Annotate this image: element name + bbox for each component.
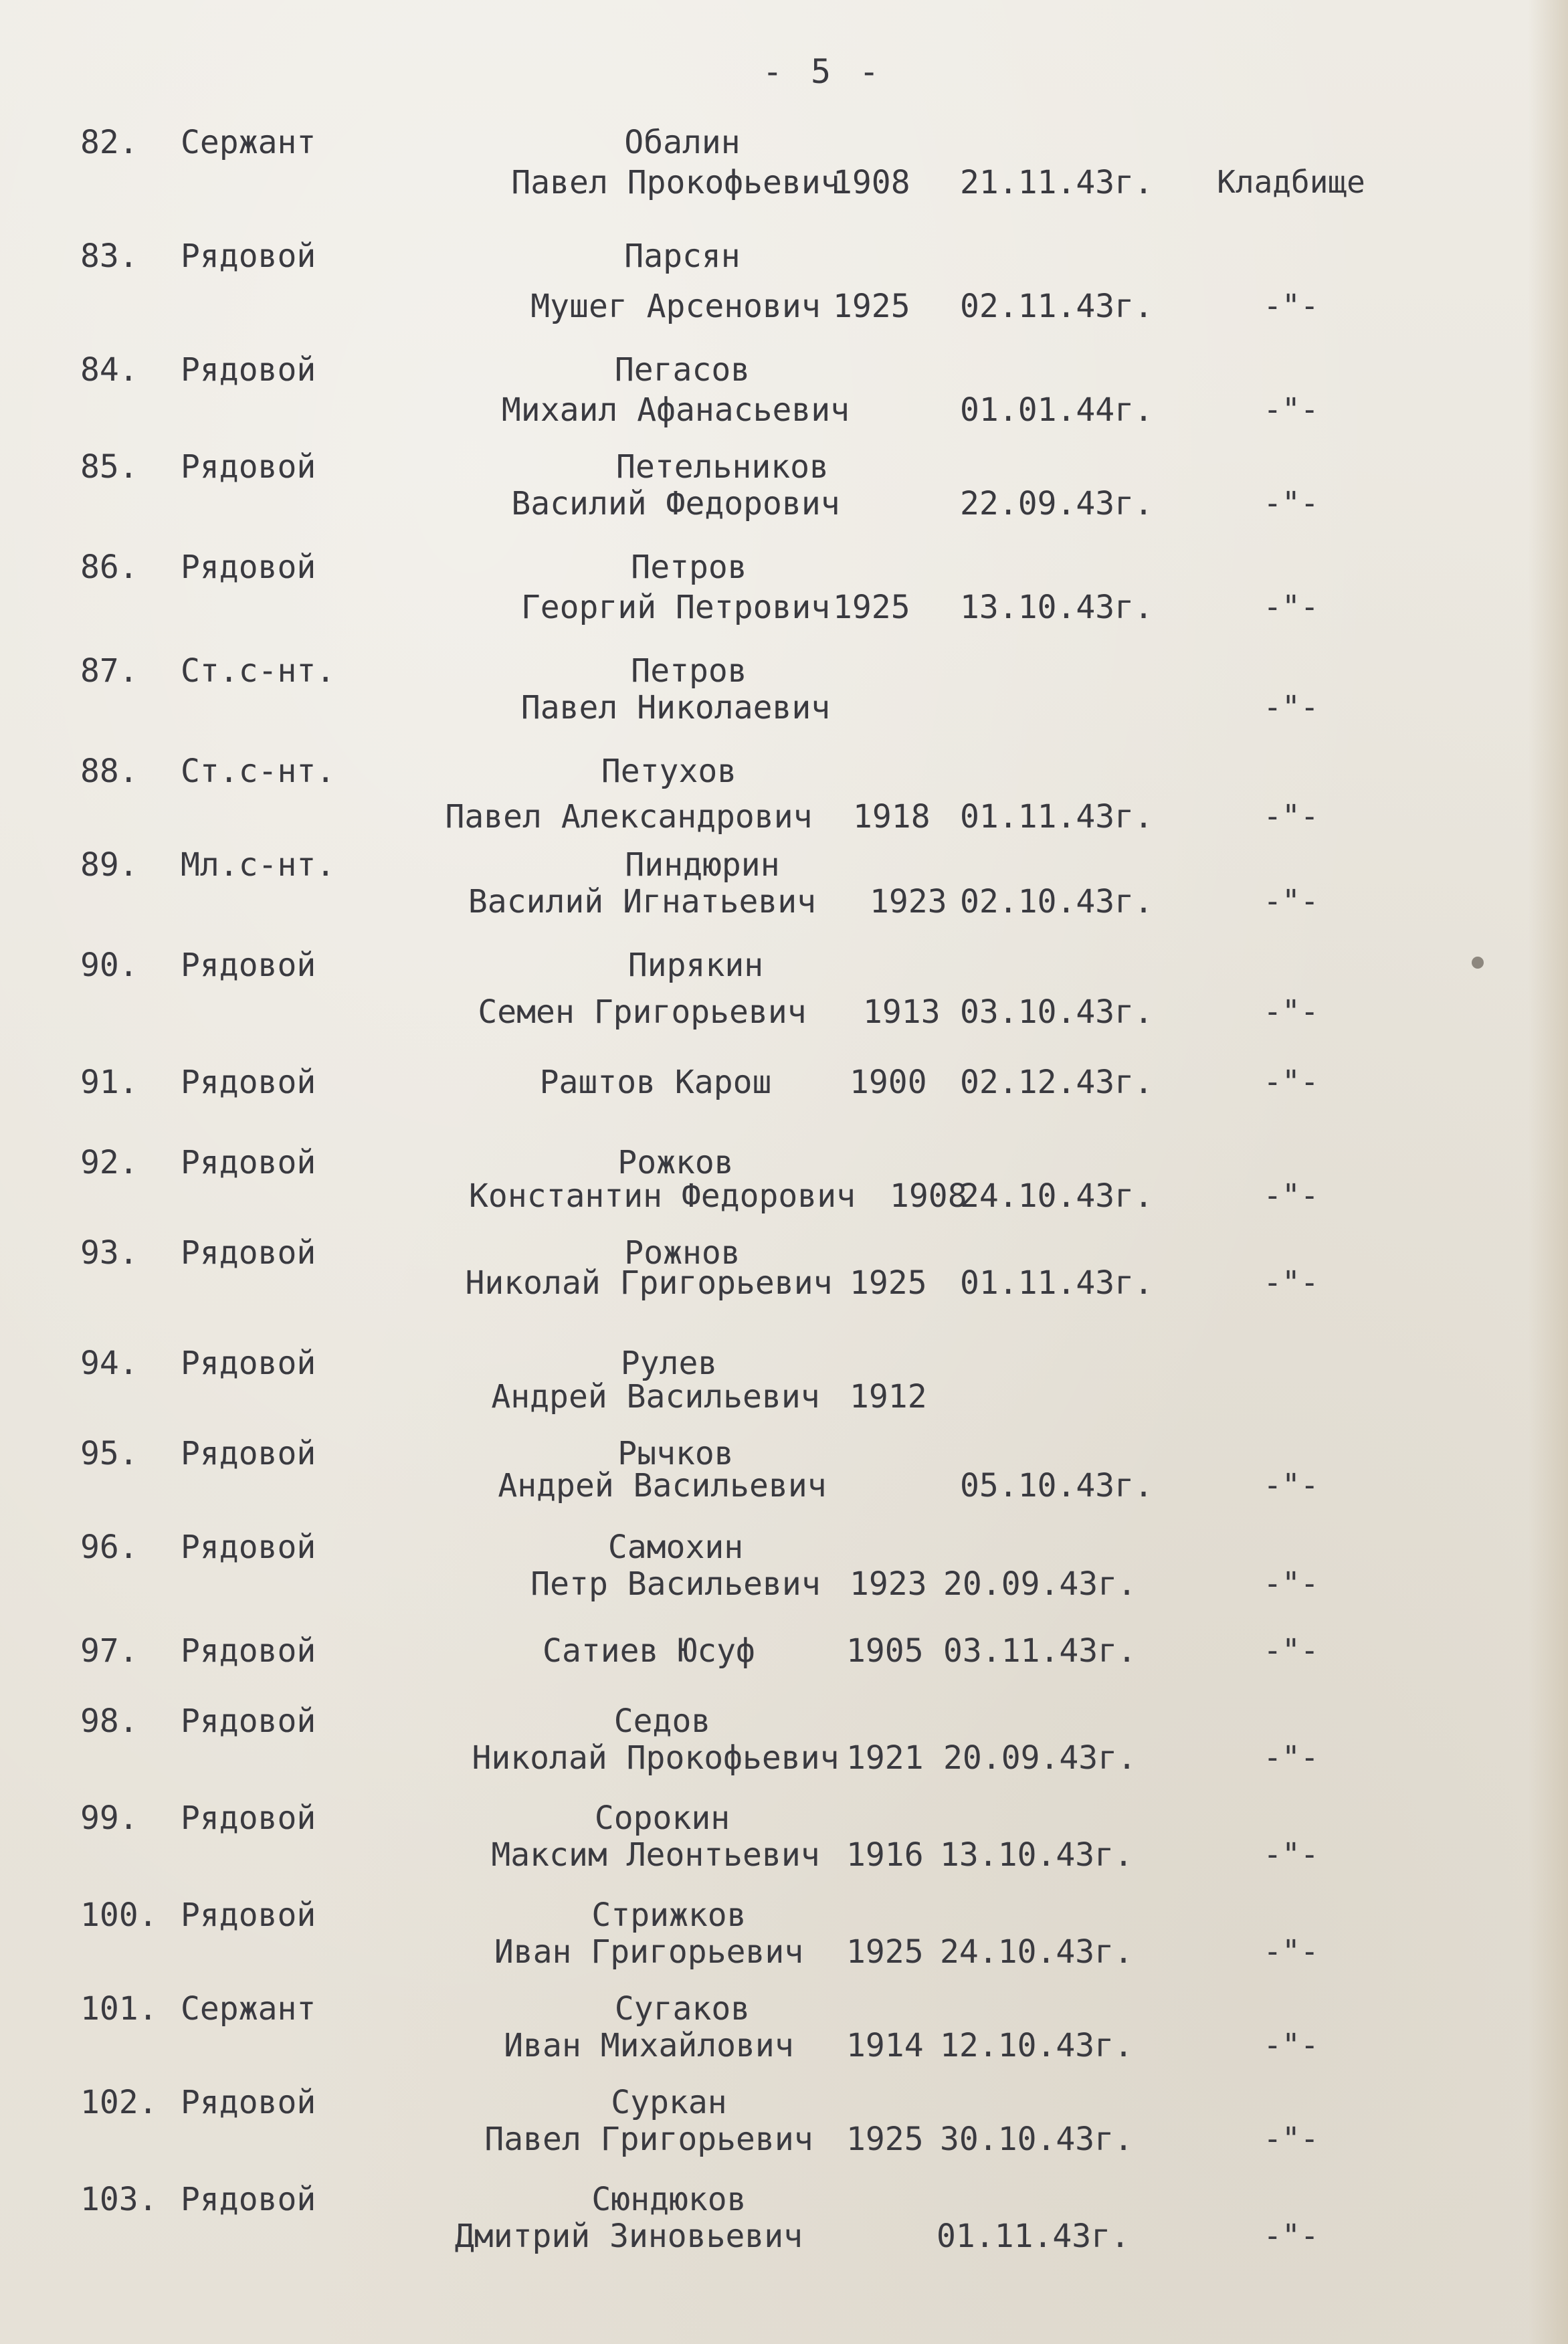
entry-given-name: Василий Игнатьевич	[468, 883, 817, 920]
entry-death-date: 12.10.43г.	[940, 2027, 1133, 2064]
entry-birth-year: 1912	[850, 1378, 927, 1415]
entry-birth-year: 1913	[863, 993, 941, 1031]
entry-birth-year: 1921	[846, 1739, 924, 1777]
entry-burial-place: -"-	[1263, 1933, 1319, 1969]
list-item	[0, 1345, 1568, 1445]
entry-surname: Рулев	[620, 1345, 718, 1382]
entry-surname: Седов	[613, 1702, 711, 1740]
entry-number: 103.	[80, 2181, 158, 2218]
entry-surname: Петров	[631, 652, 747, 690]
list-item	[0, 2084, 1568, 2184]
entry-burial-place: -"-	[1263, 288, 1319, 324]
entry-given-name: Сатиев Юсуф	[543, 1632, 755, 1670]
entry-number: 91.	[80, 1064, 138, 1101]
entry-death-date: 13.10.43г.	[960, 589, 1153, 626]
entry-given-name: Павел Александрович	[445, 798, 813, 836]
entry-birth-year: 1905	[846, 1632, 924, 1670]
list-item	[0, 1799, 1568, 1900]
entry-given-name: Андрей Васильевич	[498, 1467, 827, 1504]
entry-burial-place: -"-	[1263, 883, 1319, 919]
list-item	[0, 549, 1568, 649]
entry-birth-year: 1923	[870, 883, 947, 920]
entry-number: 86.	[80, 549, 138, 586]
entry-number: 84.	[80, 351, 138, 389]
entry-number: 87.	[80, 652, 138, 690]
entry-rank: Рядовой	[181, 549, 316, 586]
entry-burial-place: -"-	[1263, 993, 1319, 1030]
entry-surname: Парсян	[624, 237, 741, 275]
list-item	[0, 1435, 1568, 1535]
list-item	[0, 846, 1568, 947]
entry-rank: Рядовой	[181, 1529, 316, 1566]
entry-rank: Рядовой	[181, 237, 316, 275]
list-item	[0, 124, 1568, 224]
entry-number: 99.	[80, 1799, 138, 1837]
entry-given-name: Павел Григорьевич	[484, 2121, 813, 2158]
entry-surname: Рожков	[617, 1144, 734, 1181]
entry-rank: Рядовой	[181, 1345, 316, 1382]
entry-burial-place: -"-	[1263, 1467, 1319, 1503]
entry-surname: Сорокин	[594, 1799, 730, 1837]
entry-number: 95.	[80, 1435, 138, 1472]
list-item	[0, 947, 1568, 1047]
entry-given-name: Михаил Афанасьевич	[501, 391, 850, 429]
list-item	[0, 237, 1568, 338]
entry-burial-place: -"-	[1263, 2027, 1319, 2063]
entry-birth-year: 1925	[850, 1264, 927, 1302]
entry-surname: Рожнов	[624, 1234, 741, 1272]
entry-death-date: 02.11.43г.	[960, 288, 1153, 325]
entry-given-name: Максим Леонтьевич	[491, 1836, 820, 1874]
entry-burial-place: -"-	[1263, 391, 1319, 427]
entry-number: 82.	[80, 124, 138, 161]
list-item	[0, 1990, 1568, 2090]
entry-rank: Рядовой	[181, 2181, 316, 2218]
list-item	[0, 1702, 1568, 1803]
entry-number: 97.	[80, 1632, 138, 1670]
list-item	[0, 2181, 1568, 2281]
entry-burial-place: -"-	[1263, 1632, 1319, 1668]
entry-given-name: Иван Григорьевич	[494, 1933, 804, 1971]
entry-death-date: 03.10.43г.	[960, 993, 1153, 1031]
entry-rank: Мл.с-нт.	[181, 846, 336, 884]
entry-death-date: 03.11.43г.	[943, 1632, 1137, 1670]
entry-surname: Обалин	[624, 124, 741, 161]
entry-burial-place: -"-	[1263, 1739, 1319, 1775]
list-item	[0, 448, 1568, 549]
entry-given-name: Константин Федорович	[469, 1177, 856, 1215]
entry-death-date: 01.11.43г.	[937, 2218, 1130, 2255]
entry-given-name: Иван Михайлович	[504, 2027, 794, 2064]
list-item	[0, 1234, 1568, 1335]
entry-surname: Суркан	[611, 2084, 727, 2121]
entry-surname: Пегасов	[614, 351, 751, 389]
entry-burial-place: -"-	[1263, 1264, 1319, 1300]
entry-given-name: Дмитрий Зиновьевич	[454, 2218, 803, 2255]
entry-burial-place: -"-	[1263, 2218, 1319, 2254]
entry-burial-place: Кладбище	[1217, 164, 1365, 200]
entry-rank: Рядовой	[181, 448, 316, 486]
entry-burial-place: -"-	[1263, 1565, 1319, 1601]
entry-birth-year: 1916	[846, 1836, 924, 1874]
entry-given-name: Мушег Арсенович	[530, 288, 821, 325]
entry-birth-year: 1914	[846, 2027, 924, 2064]
entry-burial-place: -"-	[1263, 798, 1319, 834]
list-item	[0, 351, 1568, 452]
entry-number: 96.	[80, 1529, 138, 1566]
entry-rank: Ст.с-нт.	[181, 652, 336, 690]
entry-death-date: 13.10.43г.	[940, 1836, 1133, 1874]
entry-rank: Рядовой	[181, 1896, 316, 1934]
ink-spot	[1472, 957, 1484, 969]
entry-given-name: Георгий Петрович	[520, 589, 831, 626]
entry-death-date: 01.01.44г.	[960, 391, 1153, 429]
entry-surname: Рычков	[617, 1435, 734, 1472]
entry-death-date: 05.10.43г.	[960, 1467, 1153, 1504]
entry-surname: Стрижков	[591, 1896, 747, 1934]
entry-number: 93.	[80, 1234, 138, 1272]
entry-burial-place: -"-	[1263, 689, 1319, 725]
entry-burial-place: -"-	[1263, 1836, 1319, 1872]
entry-number: 92.	[80, 1144, 138, 1181]
entry-rank: Рядовой	[181, 1144, 316, 1181]
entry-given-name: Павел Николаевич	[520, 689, 831, 726]
list-item	[0, 652, 1568, 753]
entry-death-date: 21.11.43г.	[960, 164, 1153, 201]
list-item	[0, 1144, 1568, 1244]
entry-burial-place: -"-	[1263, 1064, 1319, 1100]
entry-death-date: 24.10.43г.	[960, 1177, 1153, 1215]
entry-number: 102.	[80, 2084, 158, 2121]
entry-rank: Рядовой	[181, 1702, 316, 1740]
entry-surname: Пиндюрин	[625, 846, 780, 884]
entry-birth-year: 1908	[890, 1177, 967, 1215]
entry-birth-year: 1925	[833, 589, 910, 626]
entry-death-date: 02.10.43г.	[960, 883, 1153, 920]
entry-rank: Рядовой	[181, 2084, 316, 2121]
entry-rank: Рядовой	[181, 1435, 316, 1472]
entry-given-name: Василий Федорович	[511, 485, 840, 522]
entry-death-date: 20.09.43г.	[943, 1565, 1137, 1603]
entry-surname: Петельников	[616, 448, 829, 486]
entry-surname: Сюндюков	[591, 2181, 747, 2218]
entry-death-date: 24.10.43г.	[940, 1933, 1133, 1971]
entry-birth-year: 1925	[846, 2121, 924, 2158]
entry-death-date: 22.09.43г.	[960, 485, 1153, 522]
entry-given-name: Павел Прокофьевич	[511, 164, 840, 201]
page-number: - 5 -	[762, 52, 884, 91]
entry-given-name: Николай Прокофьевич	[472, 1739, 840, 1777]
entry-number: 83.	[80, 237, 138, 275]
entry-birth-year: 1900	[850, 1064, 927, 1101]
entry-number: 89.	[80, 846, 138, 884]
entry-burial-place: -"-	[1263, 485, 1319, 521]
entry-death-date: 01.11.43г.	[960, 1264, 1153, 1302]
entry-death-date: 30.10.43г.	[940, 2121, 1133, 2158]
entry-rank: Сержант	[181, 1990, 316, 2028]
entry-death-date: 20.09.43г.	[943, 1739, 1137, 1777]
entry-number: 94.	[80, 1345, 138, 1382]
entry-rank: Рядовой	[181, 1234, 316, 1272]
entry-given-name: Раштов Карош	[539, 1064, 772, 1101]
entry-given-name: Николай Григорьевич	[465, 1264, 833, 1302]
entry-rank: Рядовой	[181, 1632, 316, 1670]
entry-rank: Сержант	[181, 124, 316, 161]
list-item	[0, 1896, 1568, 1997]
list-item	[0, 1529, 1568, 1629]
entry-birth-year: 1925	[833, 288, 910, 325]
entry-given-name: Семен Григорьевич	[478, 993, 807, 1031]
entry-given-name: Андрей Васильевич	[491, 1378, 820, 1415]
entry-surname: Пирякин	[627, 947, 764, 984]
entry-rank: Рядовой	[181, 351, 316, 389]
entry-burial-place: -"-	[1263, 589, 1319, 625]
entry-surname: Петухов	[601, 753, 737, 790]
entry-number: 90.	[80, 947, 138, 984]
entry-rank: Рядовой	[181, 947, 316, 984]
entry-birth-year: 1908	[833, 164, 910, 201]
entry-rank: Рядовой	[181, 1799, 316, 1837]
entry-birth-year: 1923	[850, 1565, 927, 1603]
list-item	[0, 753, 1568, 853]
entry-surname: Сугаков	[614, 1990, 751, 2028]
entry-death-date: 02.12.43г.	[960, 1064, 1153, 1101]
entry-given-name: Петр Васильевич	[530, 1565, 821, 1603]
entry-number: 85.	[80, 448, 138, 486]
entry-birth-year: 1925	[846, 1933, 924, 1971]
entry-burial-place: -"-	[1263, 1177, 1319, 1213]
entry-rank: Рядовой	[181, 1064, 316, 1101]
entry-burial-place: -"-	[1263, 2121, 1319, 2157]
entry-number: 98.	[80, 1702, 138, 1740]
entry-surname: Самохин	[607, 1529, 744, 1566]
entry-number: 101.	[80, 1990, 158, 2028]
entry-surname: Петров	[631, 549, 747, 586]
entry-number: 88.	[80, 753, 138, 790]
entry-number: 100.	[80, 1896, 158, 1934]
entry-death-date: 01.11.43г.	[960, 798, 1153, 836]
entry-rank: Ст.с-нт.	[181, 753, 336, 790]
entry-birth-year: 1918	[853, 798, 930, 836]
